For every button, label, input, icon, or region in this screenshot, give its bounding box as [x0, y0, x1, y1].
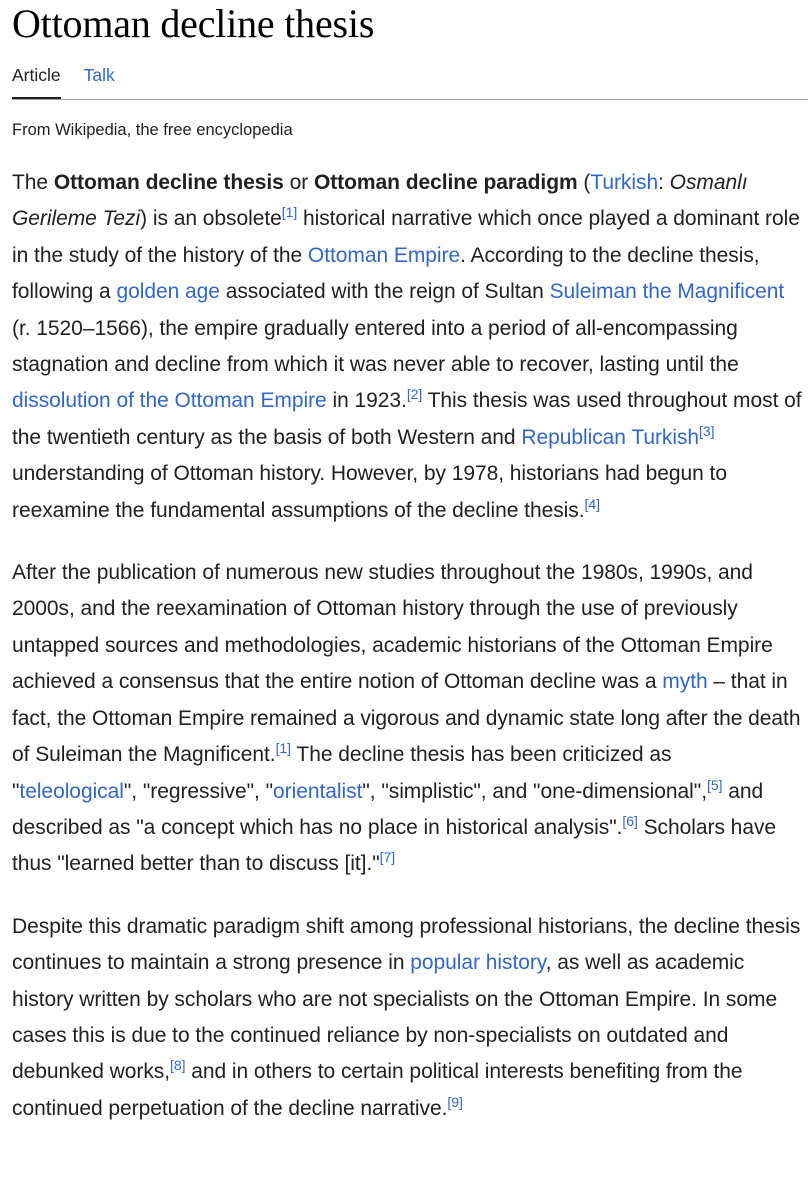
paragraph-3	[12, 909, 802, 1127]
citation-5	[707, 777, 722, 793]
citation-link-7[interactable]: [7]	[379, 849, 396, 866]
citation-link-1[interactable]: [1]	[275, 740, 292, 757]
bold-term: Ottoman decline thesis	[53, 171, 284, 194]
page-title: Ottoman decline thesis	[12, 1, 375, 46]
citation-link-6[interactable]: [6]	[622, 812, 638, 829]
link-ottoman-empire[interactable]: Ottoman Empire	[307, 243, 461, 267]
text: After the publication of numerous new studies throughout the 1980s, 1990s, and 2000s, and the reexamination of Ottoman history through the use of previously untapped sources and methodologies, academic historians of the Ottoman Empire achieved a consensus that the entire notion of Ottoman decline was a	[12, 561, 773, 694]
text: and described as "a concept which has no place in historical analysis".	[12, 779, 764, 839]
tab-talk[interactable]: Talk	[83, 65, 115, 85]
article-body	[12, 165, 802, 1127]
text: , as well as academic history written by scholars who are not specialists on the Ottoman Empire. In some cases this is due to the continued reliance by non-specialists on outdated and debunked works,	[12, 951, 778, 1084]
text: ) is an obsolete	[140, 207, 282, 231]
citation-7	[380, 849, 395, 865]
citation-link-4[interactable]: [4]	[584, 495, 600, 512]
citation-6	[622, 813, 637, 829]
link-suleiman[interactable]: Suleiman the Magnificent	[549, 280, 785, 304]
italic-term: Osmanlı Gerileme Tezi	[12, 171, 748, 231]
citation-1	[276, 740, 291, 756]
text: The decline thesis has been criticized as "	[12, 743, 672, 803]
bold-term: Ottoman decline paradigm	[313, 171, 578, 194]
citation-link-1[interactable]: [1]	[281, 204, 298, 221]
text: Scholars have thus "learned better than to discuss [it]."	[12, 815, 777, 876]
citation-8	[170, 1057, 185, 1073]
text: The	[12, 171, 54, 194]
paragraph-2	[12, 555, 802, 883]
text: historical narrative which once played a dominant role in the study of the history of the	[12, 207, 800, 267]
article-tabs	[12, 46, 808, 100]
citation-1	[282, 204, 297, 220]
paragraph-1	[12, 165, 802, 529]
text: Despite this dramatic paradigm shift among professional historians, the decline thesis continues to maintain a strong presence in	[12, 914, 801, 975]
citation-3	[699, 423, 714, 439]
text: This thesis was used throughout most of the twentieth century as the basis of both Western and	[12, 389, 802, 449]
text: ", "regressive", "	[123, 779, 274, 803]
link-popular-history[interactable]: popular history	[410, 951, 546, 975]
link-teleological[interactable]: teleological	[19, 779, 124, 803]
link-turkish[interactable]: Turkish	[590, 171, 659, 194]
text: understanding of Ottoman history. However, by 1978, historians had begun to reexamine the fundamental assumptions of the decline thesis.	[12, 462, 727, 522]
link-orientalist[interactable]: orientalist	[273, 779, 363, 803]
citation-9	[447, 1094, 462, 1110]
link-dissolution[interactable]: dissolution of the Ottoman Empire	[12, 389, 327, 413]
text: associated with the reign of Sultan	[219, 280, 550, 304]
citation-link-5[interactable]: [5]	[707, 776, 723, 793]
text: – that in fact, the Ottoman Empire remained a vigorous and dynamic state long after the death of Suleiman the Magnificent.	[12, 670, 801, 767]
citation-2	[407, 386, 422, 402]
site-tagline: From Wikipedia, the free encyclopedia	[12, 121, 293, 139]
text: . According to the decline thesis, following a	[12, 243, 760, 304]
text: or	[283, 171, 314, 194]
citation-link-2[interactable]: [2]	[406, 386, 423, 403]
citation-link-8[interactable]: [8]	[170, 1057, 186, 1074]
text: (r. 1520–1566), the empire gradually entered into a period of all-encompassing stagnation and decline from which it was never able to recover, lasting until the	[12, 316, 739, 377]
tab-article[interactable]: Article	[12, 65, 61, 99]
text: ", "simplistic", and "one-dimensional",	[362, 779, 707, 803]
citation-4	[585, 496, 600, 512]
link-republican-turkish[interactable]: Republican Turkish	[521, 425, 700, 449]
text: :	[658, 171, 670, 194]
link-golden-age[interactable]: golden age	[116, 280, 220, 304]
text: and in others to certain political interests benefiting from the continued perpetuation of the decline narrative.	[12, 1060, 743, 1120]
link-myth[interactable]: myth	[662, 670, 708, 694]
text: (	[577, 171, 591, 194]
citation-link-9[interactable]: [9]	[447, 1093, 463, 1110]
text: in 1923.	[326, 389, 407, 413]
citation-link-3[interactable]: [3]	[699, 422, 715, 439]
